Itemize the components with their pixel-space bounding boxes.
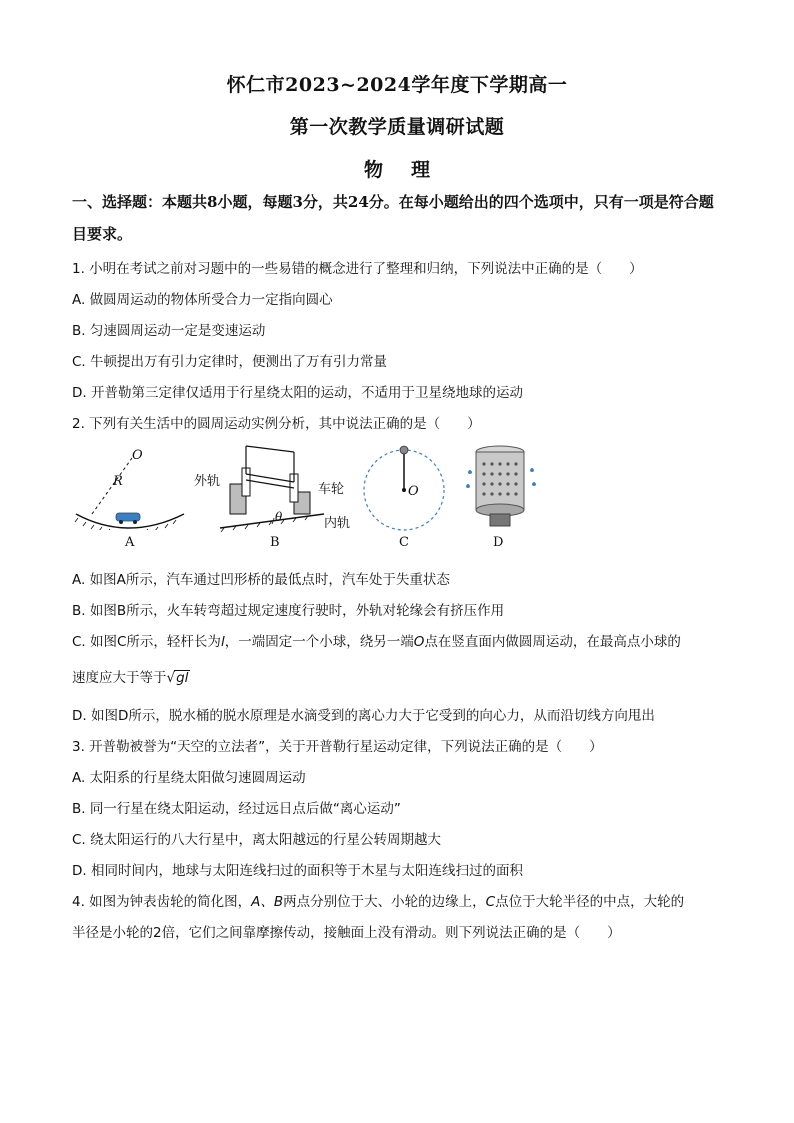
figure-b-railway-curve <box>212 440 332 532</box>
q3-option-c: C. 绕太阳运行的八大行星中，离太阳越远的行星公转周期越大 <box>72 832 442 848</box>
q2-option-c-text1: C. 如图C所示，轻杆长为 <box>72 634 221 650</box>
q2-option-c-line2 <box>72 666 732 686</box>
q3-option-d: D. 相同时间内，地球与太阳连线扫过的面积等于木星与太阳连线扫过的面积 <box>72 863 523 879</box>
q4-point-c: C <box>485 894 496 910</box>
figure-b-label-inner-rail: 内轨 <box>324 516 351 531</box>
section-heading: 一、选择题：本题共8小题，每题3分，共24分。在每小题给出的四个选项中，只有一项是符合题目要求。 <box>72 193 714 243</box>
q1-option-b: B. 匀速圆周运动一定是变速运动 <box>72 323 266 339</box>
figure-c-caption: C <box>399 535 409 550</box>
q1-option-c: C. 牛顿提出万有引力定律时，便测出了万有引力常量 <box>72 354 388 370</box>
figure-b-caption: B <box>270 535 280 550</box>
exam-title-line2: 第一次教学质量调研试题 <box>289 116 505 138</box>
q4-text2: 两点分别位于大、小轮的边缘上， <box>283 894 486 910</box>
q2-option-a: A. 如图A所示，汽车通过凹形桥的最低点时，汽车处于失重状态 <box>72 572 450 588</box>
figure-b-label-theta: θ <box>275 510 283 524</box>
q4-stem-line2: 半径是小轮的2倍，它们之间靠摩擦传动，接触面上没有滑动。则下列说法正确的是（ ） <box>72 925 621 941</box>
q2-option-c-text2: ，一端固定一个小球，绕另一端 <box>224 634 414 650</box>
q3-option-b: B. 同一行星在绕太阳运动，经过远日点后做“离心运动” <box>72 801 401 817</box>
figure-d-caption: D <box>493 535 504 550</box>
q2-option-c-text3: 点在竖直面内做圆周运动，在最高点小球的 <box>424 634 681 650</box>
q2-option-c-point-o: O <box>413 634 425 650</box>
figure-c-label-o: O <box>408 484 419 499</box>
figure-a-caption: A <box>125 535 135 550</box>
q3-option-a: A. 太阳系的行星绕太阳做匀速圆周运动 <box>72 770 306 786</box>
figure-b-label-wheel: 车轮 <box>318 482 345 497</box>
exam-title-line1: 怀仁市2023~2024学年度下学期高一 <box>226 74 568 96</box>
q2-figures <box>72 440 732 555</box>
q2-stem: 2. 下列有关生活中的圆周运动实例分析，其中说法正确的是（ ） <box>72 416 481 432</box>
q1-option-a: A. 做圆周运动的物体所受合力一定指向圆心 <box>72 292 333 308</box>
q4-points-ab: A、B <box>251 894 284 910</box>
q2-option-c-line1 <box>72 630 732 650</box>
q1-option-d: D. 开普勒第三定律仅适用于行星绕太阳的运动，不适用于卫星绕地球的运动 <box>72 385 523 401</box>
q4-stem-line1 <box>72 890 732 910</box>
q3-stem: 3. 开普勒被誉为“天空的立法者”，关于开普勒行星运动定律，下列说法正确的是（ ） <box>72 739 603 755</box>
figure-c-vertical-circle <box>360 442 450 534</box>
q2-option-b: B. 如图B所示，火车转弯超过规定速度行驶时，外轨对轮缘会有挤压作用 <box>72 603 505 619</box>
figure-b-label-outer-rail: 外轨 <box>194 474 221 489</box>
q2-option-c-sqrt: gl <box>176 670 189 686</box>
q1-stem: 1. 小明在考试之前对习题中的一些易错的概念进行了整理和归纳，下列说法中正确的是（ ） <box>72 261 643 277</box>
exam-subject: 物理 <box>363 159 458 181</box>
figure-d-spin-dryer <box>462 442 538 534</box>
q2-option-c-text4: 速度应大于等于 <box>72 670 167 686</box>
q4-text3: 点位于大轮半径的中点，大轮的 <box>495 894 685 910</box>
figure-a-label-r: R <box>113 474 123 489</box>
q2-option-d: D. 如图D所示，脱水桶的脱水原理是水滴受到的离心力大于它受到的向心力，从而沿切线方向甩出 <box>72 708 655 724</box>
sqrt-symbol: √ <box>166 670 176 686</box>
q4-text1: 4. 如图为钟表齿轮的简化图， <box>72 894 252 910</box>
q2-option-c-var-l: l <box>220 634 225 650</box>
figure-a-label-o: O <box>132 448 143 463</box>
